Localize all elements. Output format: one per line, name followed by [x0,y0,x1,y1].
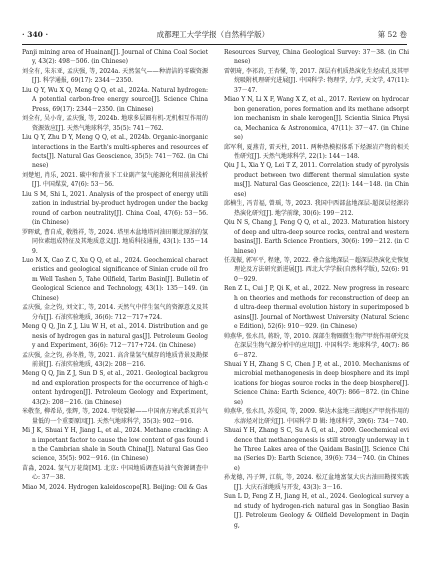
reference-entry: 邱楠生, 冯青福, 曾瑶, 等, 2023. 我国中西部盆地深层-超深层烃源岩热演化研究[J]. 地学前缘, 30(6): 199－212. [224,200,409,217]
reference-entry: 苗淼, 2024. 氢气万花筒[M]. 北京: 中国地质调查局油气资源调查中心: 37－38. [22,464,208,482]
reference-entry: Shuai Y H, Zhang S C, Su A G, et al., 2009. Geochemical evidence that methanogenesis is still strongly underway in the Three Lakes area of the Qaidam Basin[J]. Science China (Series D): Earth Science, 39(6): 734－740. (in Chinese) [224,427,409,472]
reference-entry: Miao M, 2024. Hydrogen kaleidoscope[R]. Beijing: Oil & Gas [22,483,208,491]
reference-entry: Resources Survey, China Geological Survey: 37－38. (in Chinese) [224,49,409,66]
reference-entry: 孙龙德, 冯子辉, 江航, 等, 2024. 松辽盆地富氢大庆古油田勘探实践[J]. 大庆石油地质与开发, 43(3): 3－16. [224,474,409,491]
reference-entry: 孟庆强, 金之钧, 刘文汇, 等, 2014. 天然气中伴生氢气的资源意义及其分布[J]. 石油实验地质, 36(6): 712－717+724. [22,304,208,321]
reference-entry: 帅燕华, 张水昌, 蒋盼, 等, 2010. 深部生物圈微生物产甲烷作用研究及在深层生物气源分析中的应用[J]. 中国科学: 地球科学, 40(7): 866－872. [224,332,409,359]
reference-entry: Meng Q Q, Jin Z J, Liu W H, et al., 2014. Distribution and genesis of hydrogen gas in natural gas[J]. Petroleum Geology and Experiment, 36(6): 712－717+724. (in Chinese) [22,323,208,350]
header-rule [22,44,407,45]
reference-entry: Miao Y N, Li X F, Wang X Z, et al., 2017. Review on hydrocarbon generation, pores formation and its methane adsorption mechanism in shale kerogen[J]. Scientia Sinica Physica, Mechanica & Astronomica, 47(11): 37－47. (in Chinese) [224,96,409,142]
reference-entry: Qiu J L, Xia Y Q, Lei T Z, 2011. Correlation study of pyrolysis product between two different thermal simulation systems[J]. Natural Gas Geoscience, 22(1): 144－148. (in Chinese) [224,162,409,198]
reference-entry: 刘全有, 朱东亚, 孟庆强, 等, 2024a. 天然氢气——种清洁的零碳资源[J]. 科学通报, 69(17): 2344－2350. [22,67,208,85]
journal-title: 成都理工大学学报（自然科学版） [156,29,270,39]
reference-entry: 邱军利, 夏燕青, 雷天柱, 2011. 两种热模拟体系下烃源岩产物的相关性研究[J]. 天然气地球科学, 22(1): 144－148. [224,143,409,160]
right-column [224,48,409,530]
left-column [22,48,208,492]
reference-entry: Liu Q Y, Zhu D Y, Meng Q Q, et al., 2024b. Organic-inorganic interactions in the Earth's multi-spheres and resources effects[J]. Natural Gas Geoscience, 35(5): 741－762. (in Chinese) [22,134,208,170]
reference-entry: 雷朝琦, 李祁岩, 王杏懂, 等, 2017. 深层有机质热演化生烃成孔及其甲烷吸附机理研究进展[J]. 中国科学: 物理学, 力学, 天文学, 47(11): 37－47. [224,67,409,94]
reference-entry: 罗晖斌, 曹自成, 敬胜祥, 等, 2024. 塔里木盆地塔河油田顺北原油的氢同位素组成特征及其地质意义[J]. 地质科技通报, 43(1): 135－149. [22,228,208,255]
reference-entry: Mi J K, Shuai Y H, Jiang L, et al., 2024. Methane cracking: An important factor to cause the low content of gas found in the Cambrian shale in South China[J]. Natural Gas Geoscience, 35(5): 902－916. (in Chinese) [22,427,208,463]
reference-entry: 帅燕华, 张水昌, 苏爱国, 等, 2009. 柴达木盆地三湖地区产甲烷作用的水溶烃对比研究[J]. 中国科学 D 辑: 地球科学, 39(6): 734－740. [224,408,409,425]
reference-entry: Meng Q Q, Jin Z J, Sun D S, et al., 2021. Geological background and exploration prospects for the occurrence of high-content hydrogen[J]. Petroleum Geology and Experiment, 43(2): 208－216. (in Chinese) [22,370,208,406]
reference-entry: Luo M X, Cao Z C, Xu Q Q, et al., 2024. Geochemical characteristics and geological significance of Sinian crude oil from Well Tashen 5, Tahe Oilfield, Tarim Basin[J]. Bulletin of Geological Science and Technology, 43(1): 135－149. (in Chinese) [22,256,208,302]
reference-entry: Ren Z L, Cui J P, Qi K, et al., 2022. New progress in research on theories and methods for reconstruction of deep and ultra-deep thermal evolution history in superimposed basins[J]. Journal of Northwest University (Natural Science Edition), 52(6): 910－929. (in Chinese) [224,285,409,331]
reference-entry: 孟庆强, 金之钧, 孙冬胜, 等, 2021. 高含量氢气赋存的地质背景及勘探前景[J]. 石油实验地质, 43(2): 208－216. [22,351,208,368]
page-number: · 340 · [22,29,49,39]
reference-entry: 刘全有, 吴小奇, 孟庆强, 等, 2024b. 地球多层圈有机-无机相互作用的资源效应[J]. 天然气地球科学, 35(5): 741－762. [22,115,208,132]
volume-label: 第 52 卷 [377,29,407,39]
reference-entry: Liu S M, Shi L, 2021. Analysis of the prospect of energy utilization in industrial by-product hydrogen under the background of carbon neutrality[J]. China Coal, 47(6): 53－56. (in Chinese) [22,190,208,227]
reference-entry: Liu Q Y, Wu X Q, Meng Q Q, et al., 2024a. Natural hydrogen: A potential carbon-free energy source[J]. Science China Press, 69(17): 2344－2350. (in Chinese) [22,86,208,113]
reference-entry: 任茂振, 郭军平, 程建, 等, 2022. 叠合盆地深层－超深层热演化史恢复理论及方法研究新进展[J]. 西北大学学报(自然科学版), 52(6): 910－929. [224,256,409,283]
reference-entry: 刘楚旭, 肖乐, 2021. 碳中和背景下工业副产氢气能源化利用前景浅析[J]. 中国煤炭, 47(6): 53－56. [22,171,208,189]
reference-entry: 米敬奎, 柳希昂, 张辉, 等, 2024. 甲烷裂解——中国南方寒武系页岩气量低的一个重要原因[J]. 天然气地球科学, 35(3): 902－916. [22,408,208,425]
reference-entry: Qiu N S, Chang J, Feng Q Q, et al., 2023. Maturation history of deep and ultra-deep source rocks, central and western basins[J]. Earth Science Frontiers, 30(6): 199－212. (in Chinese) [224,219,409,255]
page-header [22,27,407,41]
reference-entry: Sun L D, Feng Z H, Jiang H, et al., 2024. Geological survey and study of hydrogen-rich natural gas in Songliao Basin[J]. Petroleum Geology & Oilfield Development in Daqing, [224,493,409,529]
reference-entry: Panji mining area of Huainan[J]. Journal of China Coal Society, 43(2): 498－506. (in Chinese) [22,49,208,66]
reference-entry: Shuai Y H, Zhang S C, Chen J P, et al., 2010. Mechanisms of microbial methanogenesis in deep biosphere and its implications for biogas source rocks in the deep biosphere[J]. Science China: Earth Science, 40(7): 866－872. (in Chinese) [224,360,409,406]
